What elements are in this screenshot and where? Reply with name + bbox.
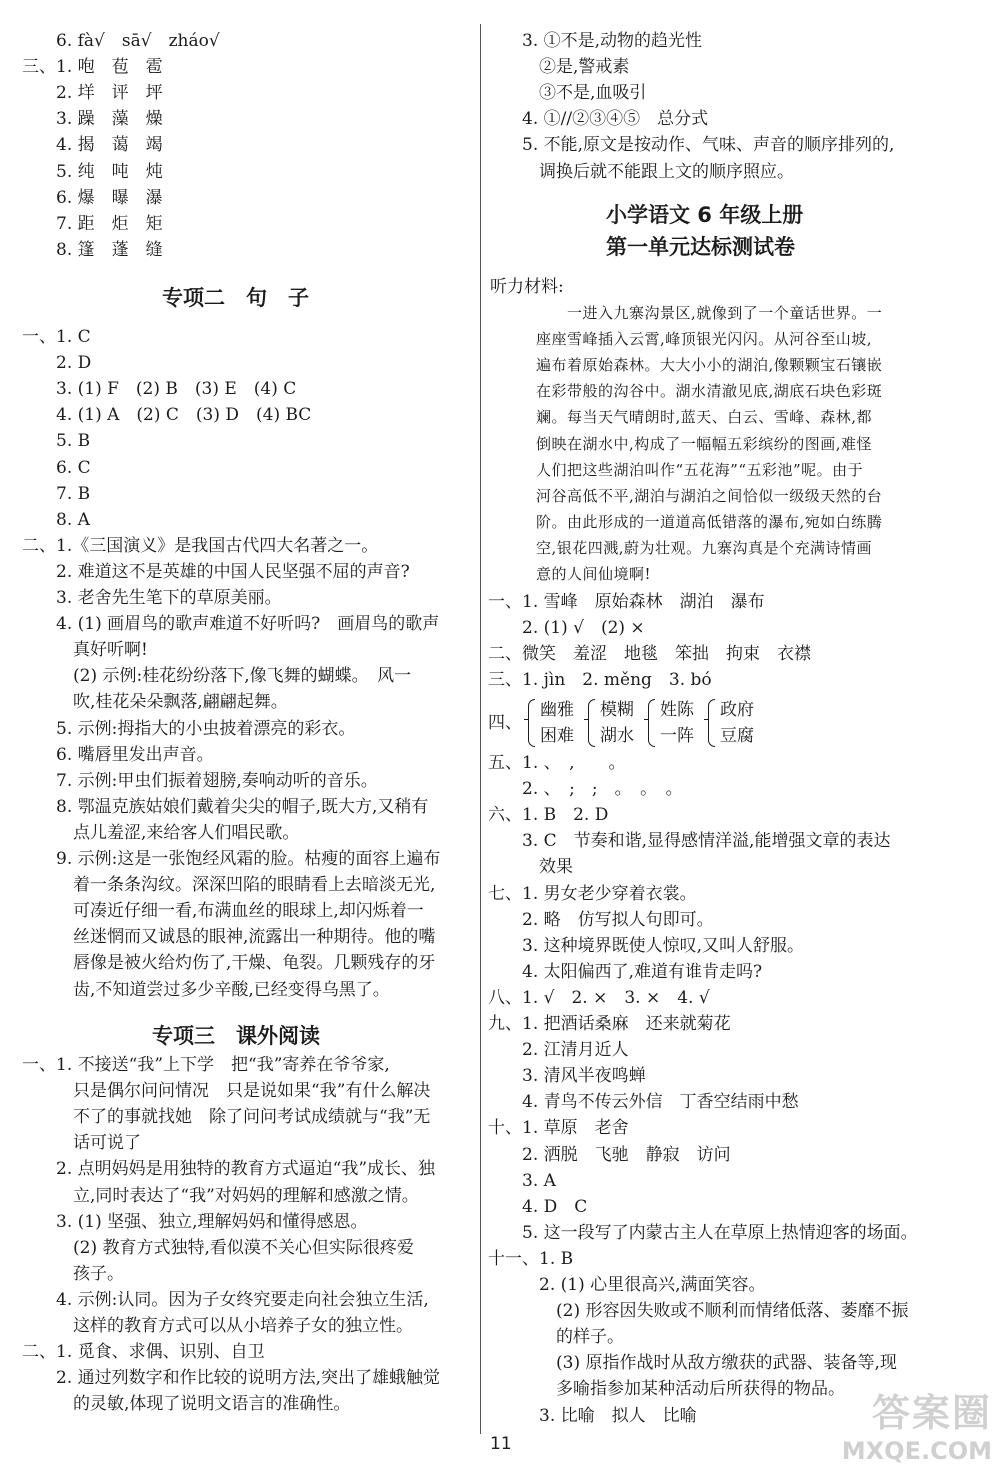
answer-line: 4. 示例:认同。因为子女终究要走向社会独立生活, (22, 1289, 429, 1310)
brace-word: 姓陈 (660, 700, 694, 720)
answer-line: 9. 示例:这是一张饱经风霜的脸。枯瘦的面容上遍布 (22, 849, 441, 869)
brace-word: 湖水 (600, 726, 634, 746)
answer-line: 3. 清风半夜鸣蝉 (488, 1066, 646, 1087)
answer-line: 3. 躁 藻 燥 (22, 109, 163, 130)
answer-line: (3) 原指作战时从敌方缴获的武器、装备等,现 (488, 1353, 897, 1374)
answer-line: 5. 不能,原文是按动作、气味、声音的顺序排列的, (488, 135, 895, 156)
answer-line: 2. 通过列数字和作比较的说明方法,突出了雄蛾触觉 (22, 1368, 441, 1389)
listening-label: 听力材料: (490, 277, 564, 297)
answer-line: 二、1. 觅食、求偶、识别、自卫 (22, 1342, 265, 1363)
answer-line: 2. 点明妈妈是用独特的教育方式逼迫“我”成长、独 (22, 1159, 436, 1180)
brace-word: 一阵 (660, 726, 694, 746)
answer-line: 三、1. jìn 2. měng 3. bó (488, 670, 712, 691)
answer-line: 2. 略 仿写拟人句即可。 (488, 909, 714, 930)
brace-point (584, 719, 589, 720)
page-number: 11 (490, 1434, 512, 1454)
brace-word: 幽雅 (540, 700, 574, 720)
answer-line: 3. 这种境界既使人惊叹,又叫人舒服。 (488, 935, 805, 956)
answer-line: 8. 篷 蓬 缝 (22, 239, 163, 260)
answer-line: 6. C (22, 457, 91, 478)
answer-line: 2. 难道这不是英雄的中国人民坚强不屈的声音? (22, 561, 410, 582)
answer-line: 八、1. √ 2. × 3. × 4. √ (488, 987, 710, 1008)
column-divider (480, 24, 481, 1434)
listening-text-line: 斓。每当天气晴朗时,蓝天、白云、雪峰、森林,都 (536, 408, 873, 427)
brace-row-prefix: 四、 (488, 713, 522, 733)
answer-line: 5. 示例:拇指大的小虫披着漂亮的彩衣。 (22, 718, 356, 739)
answer-line: 话可说了 (22, 1133, 141, 1154)
answer-line: 的灵敏,体现了说明文语言的准确性。 (22, 1394, 351, 1415)
section-heading-sentences: 专项二 句 子 (162, 286, 309, 310)
answer-line: 2. (1) √ (2) × (488, 618, 645, 639)
answer-line: 效果 (488, 857, 573, 878)
listening-text-line: 在彩带般的沟谷中。湖水清澈见底,湖底石块色彩斑 (536, 382, 883, 401)
answer-line: 4. (1) 画眉鸟的歌声难道不好听吗? 画眉鸟的歌声 (22, 614, 440, 635)
answer-line: 着一条条沟纹。深深凹陷的眼睛看上去暗淡无光, (22, 875, 436, 896)
answer-line: 立,同时表达了“我”对妈妈的理解和感激之情。 (22, 1185, 419, 1206)
test-subtitle: 第一单元达标测试卷 (606, 235, 795, 259)
answer-line: 点儿羞涩,来给客人们唱民歌。 (22, 822, 300, 843)
answer-line: 吹,桂花朵朵飘落,翩翩起舞。 (22, 692, 288, 713)
brace-shape (528, 699, 535, 747)
answer-line: 7. 示例:甲虫们振着翅膀,奏响动听的音乐。 (22, 770, 378, 791)
answer-line: 8. A (22, 509, 90, 530)
listening-text-line: 人们把这些湖泊叫作“五花海”“五彩池”呢。由于 (536, 460, 864, 479)
answer-line: 8. 鄂温克族姑娘们戴着尖尖的帽子,既大方,又稍有 (22, 796, 429, 817)
brace-point (524, 719, 529, 720)
answer-line: 2. D (22, 353, 92, 374)
brace-point (704, 719, 709, 720)
brace-word: 政府 (720, 700, 754, 720)
answer-line: 4. (1) A (2) C (3) D (4) BC (22, 405, 312, 426)
watermark-logo: 答案圈 (871, 1391, 992, 1435)
listening-text-line: 遍布着原始森林。大大小小的湖泊,像颗颗宝石镶嵌 (536, 356, 883, 375)
answer-line: 2. (1) 心里很高兴,满面笑容。 (488, 1275, 766, 1295)
answer-line: 真好听啊! (22, 640, 148, 661)
answer-line: 5. 这一段写了内蒙古主人在草原上热情迎客的场面。 (488, 1222, 918, 1243)
listening-text-line: 一进入九寨沟景区,就像到了一个童话世界。一 (536, 304, 883, 322)
answer-line: 7. B (22, 483, 91, 504)
answer-line: 6. 爆 曝 瀑 (22, 187, 163, 208)
answer-line: 一、1. C (22, 327, 91, 347)
answer-line: 十一、1. B (488, 1248, 574, 1269)
answer-line: 一、1. 不接送“我”上下学 把“我”寄养在爷爷家, (22, 1055, 390, 1075)
answer-line: 7. 距 炬 矩 (22, 213, 163, 234)
watermark-url: MXQE.COM (841, 1437, 992, 1465)
answer-line: 5. B (22, 431, 91, 452)
listening-text-line: 河谷高低不平,湖泊与湖泊之间恰似一级级天然的台 (536, 486, 883, 505)
answer-line: 4. 太阳偏西了,难道有谁肯走吗? (488, 961, 763, 982)
answer-line: ③不是,血吸引 (488, 83, 647, 104)
answer-line: 2. 、 ; ; 。 。 。 (488, 779, 683, 800)
answer-line: 只是偶尔问问情况 只是说如果“我”有什么解决 (22, 1081, 431, 1102)
answer-line: 唇像是被火给灼伤了,干燥、龟裂。几颗残存的牙 (22, 953, 436, 974)
answer-line: 4. D C (488, 1196, 588, 1217)
answer-line: 3. (1) 坚强、独立,理解妈妈和懂得感恩。 (22, 1211, 368, 1232)
answer-line: (2) 示例:桂花纷纷落下,像飞舞的蝴蝶。 风一 (22, 666, 412, 687)
answer-line: 5. 纯 吨 炖 (22, 161, 163, 182)
answer-line: (2) 形容因失败或不顺利而情绪低落、萎靡不振 (488, 1301, 909, 1322)
brace-word: 豆腐 (720, 726, 754, 746)
answer-line: 6. fà√ sā√ zháo√ (22, 31, 220, 51)
answer-line: 齿,不知道尝过多少辛酸,已经变得乌黑了。 (22, 979, 390, 1000)
answer-line: ②是,警戒素 (488, 57, 630, 78)
answer-line: 2. 江清月近人 (488, 1040, 629, 1061)
brace-shape (708, 699, 715, 747)
answer-line: 6. 嘴唇里发出声音。 (22, 744, 214, 765)
answer-line: 十、1. 草原 老舍 (488, 1118, 629, 1139)
listening-text-line: 倒映在湖水中,构成了一幅幅五彩缤纷的图画,难怪 (536, 434, 873, 453)
answer-line: 这样的教育方式可以从小培养子女的独立性。 (22, 1316, 413, 1336)
answer-line: 4. 揭 蔼 竭 (22, 135, 163, 156)
answer-line: 二、1.《三国演义》是我国古代四大名著之一。 (22, 535, 379, 556)
answer-line: 丝迷惘而又诚恳的眼神,流露出一种期待。他的嘴 (22, 927, 436, 948)
answer-line: 七、1. 男女老少穿着衣裳。 (488, 883, 697, 904)
answer-line: 孩子。 (22, 1263, 124, 1284)
answer-line: 六、1. B 2. D (488, 805, 609, 826)
listening-text-line: 意的人间仙境啊! (536, 565, 652, 583)
listening-text-line: 阶。由此形成的一道道高低错落的瀑布,宛如白练腾 (536, 512, 883, 531)
answer-line: 4. 青鸟不传云外信 丁香空结雨中愁 (488, 1092, 799, 1113)
answer-line: 3. 老舍先生笔下的草原美丽。 (22, 588, 282, 608)
answer-line: 二、微笑 羞涩 地毯 笨拙 拘束 衣襟 (488, 644, 811, 665)
brace-point (644, 719, 649, 720)
answer-line: 3. 比喻 拟人 比喻 (488, 1405, 697, 1426)
section-heading-reading: 专项三 课外阅读 (152, 1024, 320, 1048)
answer-line: 多喻指参加某种活动后所获得的物品。 (488, 1379, 845, 1400)
answer-line: 五、1. 、 , 。 (488, 753, 626, 773)
answer-line: 的样子。 (488, 1327, 624, 1348)
test-title: 小学语文 6 年级上册 (606, 203, 804, 227)
brace-word: 困难 (540, 726, 574, 746)
listening-text-line: 座座雪峰插入云霄,峰顶银光闪闪。从河谷至山坡, (536, 330, 873, 349)
watermark (842, 1382, 992, 1465)
answer-line: 3. ①不是,动物的趋光性 (488, 31, 703, 51)
answer-line: 4. ①//②③④⑤ 总分式 (488, 109, 709, 130)
answer-line: 3. C 节奏和谐,显得感情洋溢,能增强文章的表达 (488, 831, 891, 852)
answer-line: 3. (1) F (2) B (3) E (4) C (22, 379, 297, 400)
answer-line: 可凑近仔细一看,布满血丝的眼球上,却闪烁着一 (22, 901, 424, 922)
answer-line: 3. A (488, 1170, 556, 1191)
answer-line: 不了的事就找她 除了问问考试成绩就与“我”无 (22, 1107, 431, 1128)
brace-word: 模糊 (600, 700, 634, 720)
answer-line: 调换后就不能跟上文的顺序照应。 (488, 161, 794, 182)
answer-line: 2. 洒脱 飞驰 静寂 访问 (488, 1144, 731, 1165)
answer-line: 九、1. 把酒话桑麻 还来就菊花 (488, 1014, 731, 1034)
answer-line: 三、1. 咆 苞 雹 (22, 57, 163, 78)
answer-line: (2) 教育方式独特,看似漠不关心但实际很疼爱 (22, 1237, 414, 1258)
listening-text-line: 空,银花四溅,蔚为壮观。九寨沟真是个充满诗情画 (536, 538, 873, 557)
answer-line: 一、1. 雪峰 原始森林 湖泊 瀑布 (488, 592, 765, 612)
answer-line: 2. 垟 评 坪 (22, 83, 163, 104)
brace-shape (648, 699, 655, 747)
brace-shape (588, 699, 595, 747)
